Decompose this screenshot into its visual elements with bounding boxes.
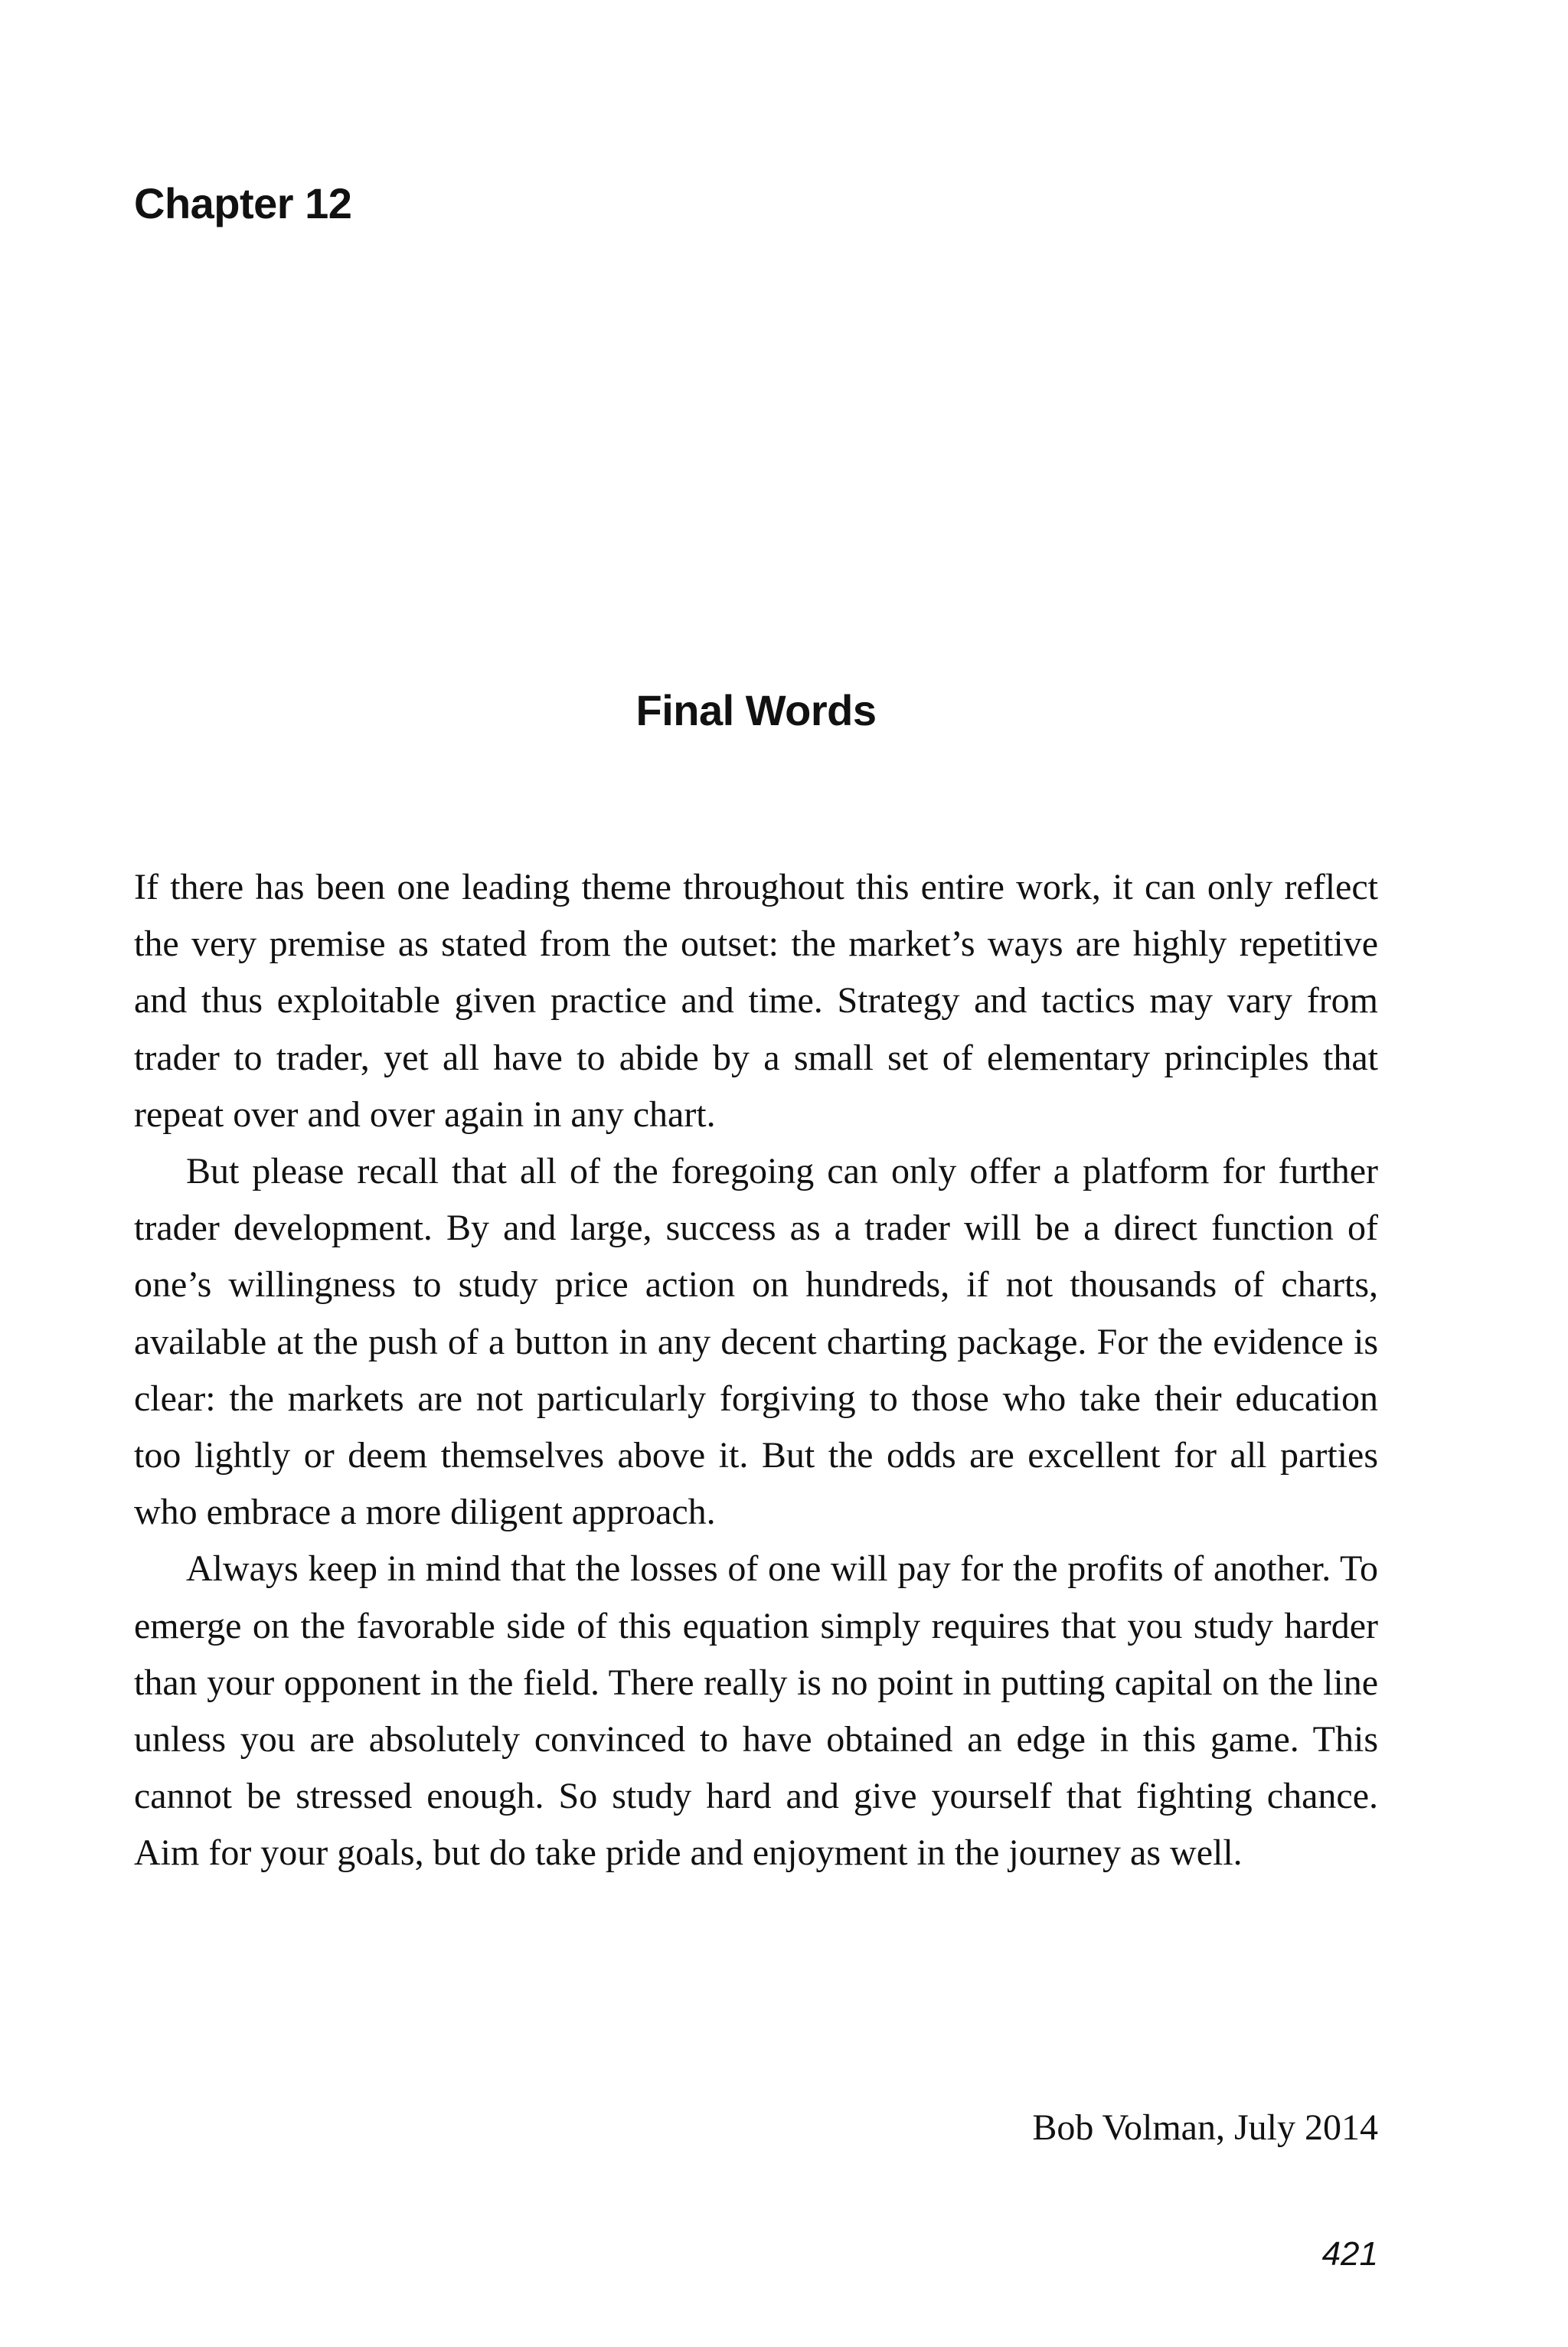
section-title: Final Words (635, 686, 877, 734)
paragraph-2: But please recall that all of the foregoing can only offer a platform for further trader development. By and large, success as a trader will be a direct function of one’s willingness to study price action on hundreds, if not thousands of charts, available at the push of a button in any decent charting package. For the evidence is clear: the markets are not particularly forgiving to those who take their education too lightly or deem themselves above it. But the odds are excellent for all parties who embrace a more diligent approach. (134, 1151, 1378, 1533)
paragraph-1: If there has been one leading theme throughout this entire work, it can only reflect the very premise as stated from the outset: the market’s ways are highly repetitive and thus exploitable given practice and time. Strategy and tactics may vary from trader to trader, yet all have to abide by a small set of elementary principles that repeat over and over again in any chart. (134, 867, 1378, 1135)
chapter-label: Chapter 12 (134, 179, 352, 227)
paragraph-3: Always keep in mind that the losses of one will pay for the profits of another. To emerge on the favorable side of this equation simply requires that you study harder than your opponent in the field. There really is no point in putting capital on the line unless you are absolutely convinced to have obtained an edge in this game. This cannot be stressed enough. So study hard and give yourself that fighting chance. Aim for your goals, but do take pride and enjoyment in the journey as well. (134, 1548, 1378, 1874)
page-number: 421 (1321, 2235, 1378, 2273)
body-text (134, 859, 1378, 1882)
author-signature: Bob Volman, July 2014 (1032, 2107, 1378, 2148)
